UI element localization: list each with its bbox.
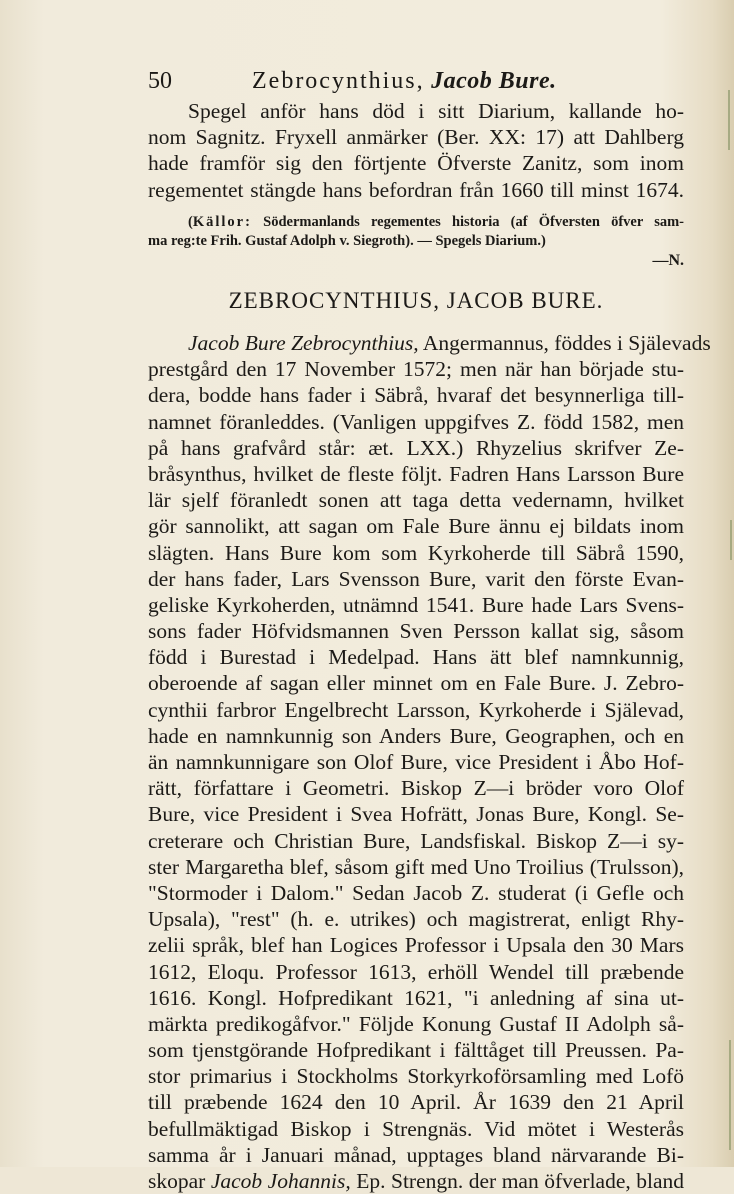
entry-title: ZEBROCYNTHIUS, JACOB BURE.	[228, 288, 604, 313]
text-line: regementet stängde hans befordran från 1660 till minst 1674.	[148, 177, 684, 202]
sources-text: Södermanlands regementes historia (af Öfversten öfver sam-	[263, 213, 684, 230]
text-line	[148, 330, 711, 356]
last-line-post: Ep. Strengn. der man öfverlade, bland	[356, 1169, 685, 1193]
running-title	[252, 68, 557, 95]
text-line: befullmäktigad Biskop i Strengnäs. Vid mötet i Westerås	[148, 1116, 684, 1141]
text-line: geliske Kyrkoherden, utnämnd 1541. Bure hade Lars Svens-	[148, 592, 684, 617]
text-line: samma år i Januari månad, upptages bland närvarande Bi-	[148, 1142, 684, 1167]
page-number: 50	[148, 68, 172, 94]
text-line: oberoende af sagan eller minnet om en Fale Bure. J. Zebro-	[148, 671, 684, 696]
sources-line: (Källor: Södermanlands regementes historia (af Öfversten öfver sam-	[188, 213, 684, 230]
text-line: zelii språk, blef han Logices Professor i Upsala den 30 Mars	[148, 933, 684, 958]
text-line: der hans fader, Lars Svensson Bure, varit den förste Evan-	[148, 566, 684, 591]
text-line: till præbende 1624 den 10 April. År 1639 den 21 April	[148, 1090, 684, 1115]
text-line: cynthii farbror Engelbrecht Larsson, Kyrkoherde i Själevad,	[148, 697, 684, 722]
text-line: namnet föranleddes. (Vanligen uppgifves Z. född 1582, men	[148, 409, 684, 434]
text-line: på hans grafvård står: æt. LXX.) Rhyzelius skrifver Ze-	[148, 435, 684, 460]
page-edge-mark	[729, 1040, 731, 1150]
text-line: Spegel anför hans död i sitt Diarium, kallande ho-	[188, 99, 684, 123]
text-line: nom Sagnitz. Fryxell anmärker (Ber. XX: 17) att Dahlberg	[148, 125, 684, 150]
text-line: stor primarius i Stockholms Storkyrkoförsamling med Lofö	[148, 1064, 684, 1089]
text-line: 1616. Kongl. Hofpredikant 1621, "i anledning af sina ut-	[148, 985, 684, 1010]
last-line-italic: Jacob Johannis,	[210, 1169, 351, 1193]
sources-label: Källor:	[192, 213, 252, 230]
text-line: bråsynthus, hvilket de fleste följt. Fadren Hans Larsson Bure	[148, 461, 684, 486]
text-line	[148, 1168, 684, 1194]
text-line: Upsala), "rest" (h. e. utrikes) och magistrerat, enligt Rhy-	[148, 907, 684, 932]
previous-entry-ending	[148, 98, 684, 271]
page-edge-mark	[730, 520, 732, 560]
text-line: slägten. Hans Bure kom som Kyrkoherde till Säbrå 1590,	[148, 540, 684, 565]
page-edge-mark	[728, 90, 730, 150]
entry-first-line: Angermannus, föddes i Själevads	[422, 331, 711, 355]
running-title-italic: Jacob Bure.	[431, 68, 557, 94]
last-line-pre: skopar	[148, 1169, 206, 1193]
text-line: än namnkunnigare son Olof Bure, vice President i Åbo Hof-	[148, 750, 684, 774]
entry-body	[148, 330, 711, 1194]
text-line: Bure, vice President i Svea Hofrätt, Jonas Bure, Kongl. Se-	[148, 802, 684, 827]
text-line: hade en namnkunnig son Anders Bure, Geographen, och en	[148, 723, 684, 748]
text-line: som tjenstgörande Hofpredikant i fälttåget till Preussen. Pa-	[148, 1038, 684, 1063]
text-line: hade framför sig den förtjente Öfverste Zanitz, som inom	[148, 151, 684, 176]
text-line: rätt, författare i Geometri. Biskop Z—i bröder voro Olof	[148, 776, 684, 801]
text-line: 1612, Eloqu. Professor 1613, erhöll Wendel till præbende	[148, 959, 684, 984]
author-signature: —N.	[652, 251, 684, 269]
sources-line: ma reg:te Frih. Gustaf Adolph v. Siegroth). — Spegels Diarium.)	[148, 232, 546, 249]
text-line: född i Burestad i Medelpad. Hans ätt blef namnkunnig,	[148, 645, 684, 670]
entry-name-italic: Jacob Bure Zebrocynthius,	[188, 331, 419, 355]
running-header	[148, 62, 678, 98]
text-line: märkta predikogåfvor." Följde Konung Gustaf II Adolph så-	[148, 1011, 684, 1036]
text-line: prestgård den 17 November 1572; men när han började stu-	[148, 357, 684, 382]
text-line: ster Margaretha blef, såsom gift med Uno Troilius (Trulsson),	[148, 854, 684, 879]
text-line: sons fader Höfvidsmannen Sven Persson kallat sig, såsom	[148, 619, 684, 644]
text-line: gör sannolikt, att sagan om Fale Bure ännu ej bildats inom	[148, 514, 684, 539]
text-line: dera, bodde hans fader i Säbrå, hvaraf det besynnerliga till-	[148, 383, 684, 408]
text-line: lär sjelf föranledt sonen att taga detta vedernamn, hvilket	[148, 488, 684, 513]
text-line: "Stormoder i Dalom." Sedan Jacob Z. studerat (i Gefle och	[148, 880, 684, 905]
running-title-name: Zebrocynthius,	[252, 68, 425, 94]
text-line: creterare och Christian Bure, Landsfiskal. Biskop Z—i sy-	[148, 828, 684, 853]
